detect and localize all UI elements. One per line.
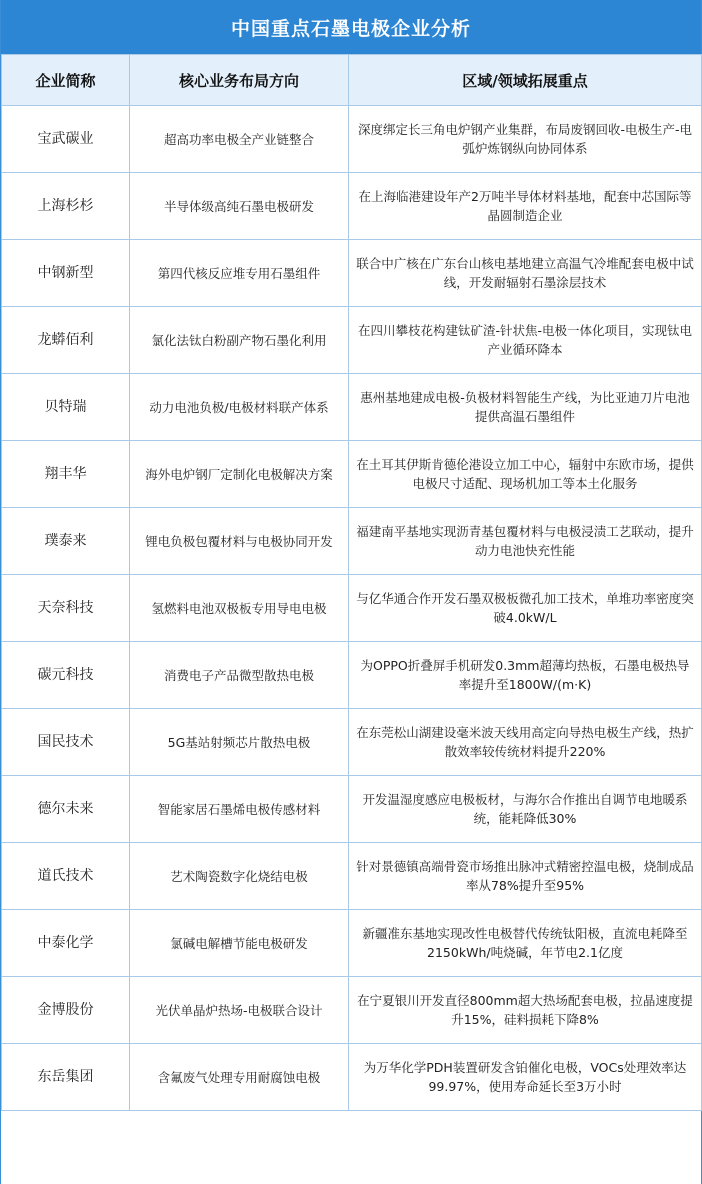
- region-focus-cell: 在上海临港建设年产2万吨半导体材料基地，配套中芯国际等晶圆制造企业: [349, 173, 702, 240]
- region-focus-cell: 在东莞松山湖建设毫米波天线用高定向导热电极生产线，热扩散效率较传统材料提升220%: [349, 709, 702, 776]
- core-business-cell: 锂电负极包覆材料与电极协同开发: [130, 508, 349, 575]
- company-name-cell: 德尔未来: [2, 776, 130, 843]
- core-business-cell: 艺术陶瓷数字化烧结电极: [130, 843, 349, 910]
- table-row: [2, 374, 702, 441]
- core-business-cell: 动力电池负极/电极材料联产体系: [130, 374, 349, 441]
- region-focus-cell: 在土耳其伊斯肯德伦港设立加工中心，辐射中东欧市场，提供电极尺寸适配、现场机加工等本土化服务: [349, 441, 702, 508]
- company-name-cell: 国民技术: [2, 709, 130, 776]
- table-row: [2, 173, 702, 240]
- company-name-cell: 碳元科技: [2, 642, 130, 709]
- table-row: [2, 776, 702, 843]
- region-focus-cell: 福建南平基地实现沥青基包覆材料与电极浸渍工艺联动，提升动力电池快充性能: [349, 508, 702, 575]
- company-name-cell: 东岳集团: [2, 1044, 130, 1111]
- region-focus-cell: 针对景德镇高端骨瓷市场推出脉冲式精密控温电极，烧制成品率从78%提升至95%: [349, 843, 702, 910]
- company-name-cell: 中钢新型: [2, 240, 130, 307]
- table-row: [2, 642, 702, 709]
- region-focus-cell: 开发温湿度感应电极板材，与海尔合作推出自调节电地暖系统，能耗降低30%: [349, 776, 702, 843]
- company-name-cell: 宝武碳业: [2, 106, 130, 173]
- core-business-cell: 超高功率电极全产业链整合: [130, 106, 349, 173]
- table-row: [2, 240, 702, 307]
- enterprise-table: [1, 54, 702, 1111]
- table-row: [2, 441, 702, 508]
- table-row: [2, 307, 702, 374]
- table-row: [2, 709, 702, 776]
- company-name-cell: 上海杉杉: [2, 173, 130, 240]
- region-focus-cell: 惠州基地建成电极-负极材料智能生产线，为比亚迪刀片电池提供高温石墨组件: [349, 374, 702, 441]
- table-body: [2, 106, 702, 1111]
- header-business: 核心业务布局方向: [130, 55, 349, 106]
- region-focus-cell: 在四川攀枝花构建钛矿渣-针状焦-电极一体化项目，实现钛电产业循环降本: [349, 307, 702, 374]
- header-company: 企业简称: [2, 55, 130, 106]
- region-focus-cell: 为万华化学PDH装置研发含铂催化电极，VOCs处理效率达99.97%，使用寿命延长至3万小时: [349, 1044, 702, 1111]
- company-name-cell: 中泰化学: [2, 910, 130, 977]
- region-focus-cell: 新疆准东基地实现改性电极替代传统钛阳极，直流电耗降至2150kWh/吨烧碱，年节电2.1亿度: [349, 910, 702, 977]
- company-name-cell: 龙蟒佰利: [2, 307, 130, 374]
- core-business-cell: 智能家居石墨烯电极传感材料: [130, 776, 349, 843]
- table-header-row: [2, 55, 702, 106]
- region-focus-cell: 深度绑定长三角电炉钢产业集群，布局废钢回收-电极生产-电弧炉炼钢纵向协同体系: [349, 106, 702, 173]
- company-name-cell: 天奈科技: [2, 575, 130, 642]
- table-row: [2, 910, 702, 977]
- company-name-cell: 贝特瑞: [2, 374, 130, 441]
- region-focus-cell: 联合中广核在广东台山核电基地建立高温气冷堆配套电极中试线，开发耐辐射石墨涂层技术: [349, 240, 702, 307]
- core-business-cell: 半导体级高纯石墨电极研发: [130, 173, 349, 240]
- core-business-cell: 第四代核反应堆专用石墨组件: [130, 240, 349, 307]
- region-focus-cell: 在宁夏银川开发直径800mm超大热场配套电极，拉晶速度提升15%，硅料损耗下降8%: [349, 977, 702, 1044]
- core-business-cell: 氯碱电解槽节能电极研发: [130, 910, 349, 977]
- core-business-cell: 消费电子产品微型散热电极: [130, 642, 349, 709]
- region-focus-cell: 与亿华通合作开发石墨双极板微孔加工技术，单堆功率密度突破4.0kW/L: [349, 575, 702, 642]
- core-business-cell: 5G基站射频芯片散热电极: [130, 709, 349, 776]
- table-row: [2, 508, 702, 575]
- company-name-cell: 翔丰华: [2, 441, 130, 508]
- core-business-cell: 海外电炉钢厂定制化电极解决方案: [130, 441, 349, 508]
- core-business-cell: 含氟废气处理专用耐腐蚀电极: [130, 1044, 349, 1111]
- core-business-cell: 氢燃料电池双极板专用导电电极: [130, 575, 349, 642]
- table-row: [2, 1044, 702, 1111]
- region-focus-cell: 为OPPO折叠屏手机研发0.3mm超薄均热板，石墨电极热导率提升至1800W/(m·K): [349, 642, 702, 709]
- company-name-cell: 道氏技术: [2, 843, 130, 910]
- table-row: [2, 843, 702, 910]
- table-row: [2, 977, 702, 1044]
- core-business-cell: 光伏单晶炉热场-电极联合设计: [130, 977, 349, 1044]
- header-region: 区域/领域拓展重点: [349, 55, 702, 106]
- company-name-cell: 金博股份: [2, 977, 130, 1044]
- core-business-cell: 氯化法钛白粉副产物石墨化利用: [130, 307, 349, 374]
- table-row: [2, 575, 702, 642]
- company-name-cell: 璞泰来: [2, 508, 130, 575]
- table-row: [2, 106, 702, 173]
- page-title: 中国重点石墨电极企业分析: [1, 0, 701, 54]
